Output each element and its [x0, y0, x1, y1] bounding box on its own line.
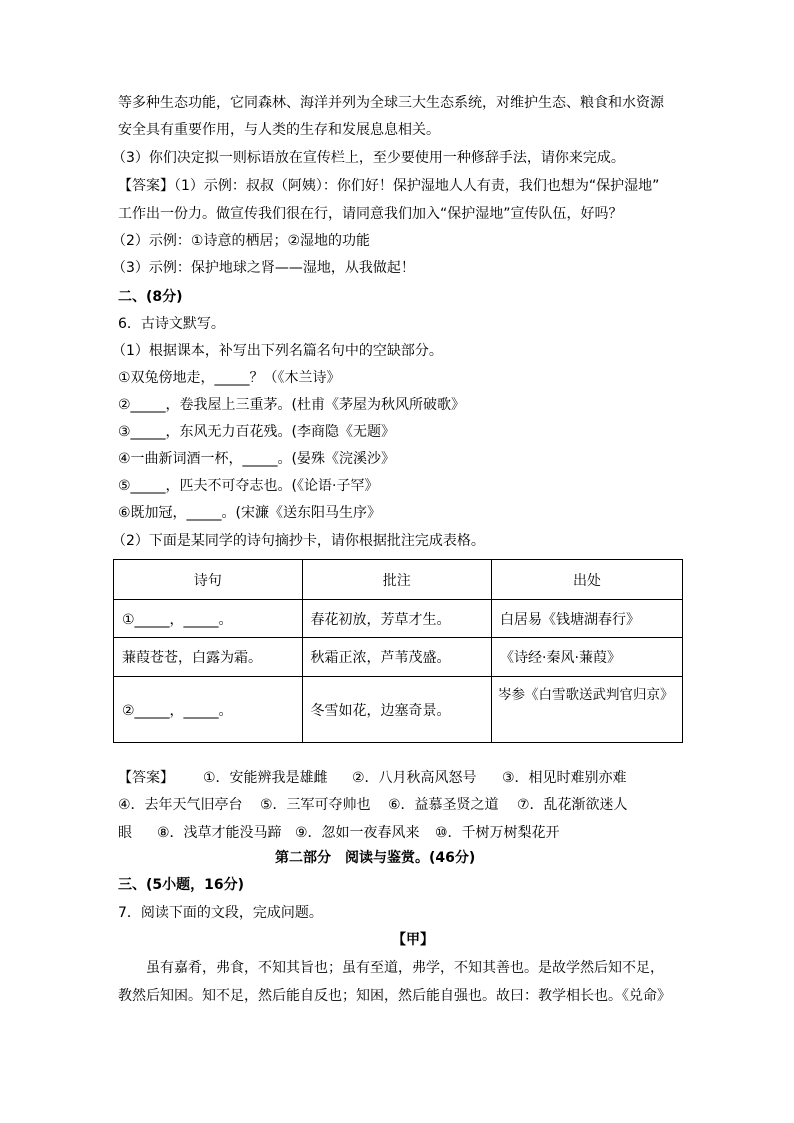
part-heading: 第二部分 阅读与鉴赏。(46分) — [275, 850, 476, 866]
section-heading: 二、(8分) — [118, 289, 183, 305]
table-cell: ②_____，_____。 — [114, 677, 303, 743]
text-line: 工作出一份力。做宣传我们很在行，请同意我们加入“保护湿地”宣传队伍，好吗？ — [118, 206, 623, 222]
answer-item: ⑥．益慕圣贤之道 — [388, 797, 499, 813]
answer-item: ②．八月秋高风怒号 — [352, 770, 477, 786]
fill-blank-item: ④一曲新词酒一杯，_____。(晏殊《浣溪沙》 — [118, 451, 396, 467]
answer-line: 【答案】（1）示例：叔叔（阿姨）：你们好！保护湿地人人有责，我们也想为“保护湿地” — [118, 178, 660, 194]
text-line: 等多种生态功能，它同森林、海洋并列为全球三大生态系统，对维护生态、粮食和水资源 — [118, 95, 664, 111]
answer-item: 眼 — [118, 825, 132, 841]
table-row — [114, 600, 683, 638]
table-header: 批注 — [302, 560, 492, 600]
table-cell: 春花初放，芳草才生。 — [302, 600, 492, 638]
fill-blank-item: ③_____，东风无力百花残。(李商隐《无题》 — [118, 424, 396, 440]
text-line: （3）你们决定拟一则标语放在宣传栏上，至少要使用一种修辞手法，请你来完成。 — [112, 150, 625, 166]
answer-item: ⑦．乱花渐欲迷人 — [517, 797, 628, 813]
answer-item: ⑨．忽如一夜春风来 — [295, 825, 420, 841]
answer-item: ①．安能辨我是雄雌 — [203, 770, 328, 786]
answer-label: 【答案】 — [118, 770, 174, 786]
answer-item: ④．去年天气旧亭台 — [118, 797, 243, 813]
answer-item: ⑧．浅草才能没马蹄 — [157, 825, 282, 841]
table-cell: 岑参《白雪歌送武判官归京》 — [492, 677, 683, 743]
table-cell: 蒹葭苍苍，白露为霜。 — [114, 638, 303, 677]
question-title: 6．古诗文默写。 — [118, 316, 225, 332]
text-line: （3）示例：保护地球之肾——湿地，从我做起！ — [112, 260, 415, 276]
answer-item: ⑤．三军可夺帅也 — [260, 797, 371, 813]
fill-blank-item: ②_____，卷我屋上三重茅。(杜甫《茅屋为秋风所破歌》 — [118, 397, 466, 413]
question-title: 7．阅读下面的文段，完成问题。 — [118, 905, 323, 921]
section-heading: 三、(5小题，16分) — [118, 877, 245, 893]
table-header: 诗句 — [114, 560, 303, 600]
table-row — [114, 638, 683, 677]
fill-blank-item: ⑥既加冠，_____。(宋濂《送东阳马生序》 — [118, 505, 382, 521]
passage-line: 教然后知困。知不足，然后能自反也；知困，然后能自强也。故曰：教学相长也。《兑命》 — [118, 988, 671, 1004]
answer-item: ⑩．千树万树梨花开 — [435, 825, 560, 841]
text-line: （1）根据课本，补写出下列名篇名句中的空缺部分。 — [112, 343, 443, 359]
fill-blank-item: ①双兔傍地走，_____？（《木兰诗》 — [118, 370, 341, 386]
passage-title: 【甲】 — [392, 932, 434, 948]
text-line: （2）示例：①诗意的栖居；②湿地的功能 — [112, 233, 371, 249]
table-cell: 冬雪如花，边塞奇景。 — [302, 677, 492, 743]
table-row — [114, 677, 683, 743]
table-header: 出处 — [492, 560, 683, 600]
table-cell: 秋霜正浓，芦苇茂盛。 — [302, 638, 492, 677]
table-cell: ①_____，_____。 — [114, 600, 303, 638]
passage-line: 虽有嘉肴，弗食，不知其旨也；虽有至道，弗学，不知其善也。是故学然后知不足， — [118, 960, 664, 976]
fill-blank-item: ⑤_____，匹夫不可夺志也。(《论语·子罕》 — [118, 478, 379, 494]
text-line: 安全具有重要作用，与人类的生存和发展息息相关。 — [118, 122, 440, 138]
table-cell: 《诗经·秦风·蒹葭》 — [492, 638, 683, 677]
answer-item: ③．相见时难别亦难 — [502, 770, 627, 786]
table-cell: 白居易《钱塘湖春行》 — [492, 600, 683, 638]
poem-card-table — [113, 559, 683, 743]
text-line: （2）下面是某同学的诗句摘抄卡，请你根据批注完成表格。 — [112, 533, 485, 549]
